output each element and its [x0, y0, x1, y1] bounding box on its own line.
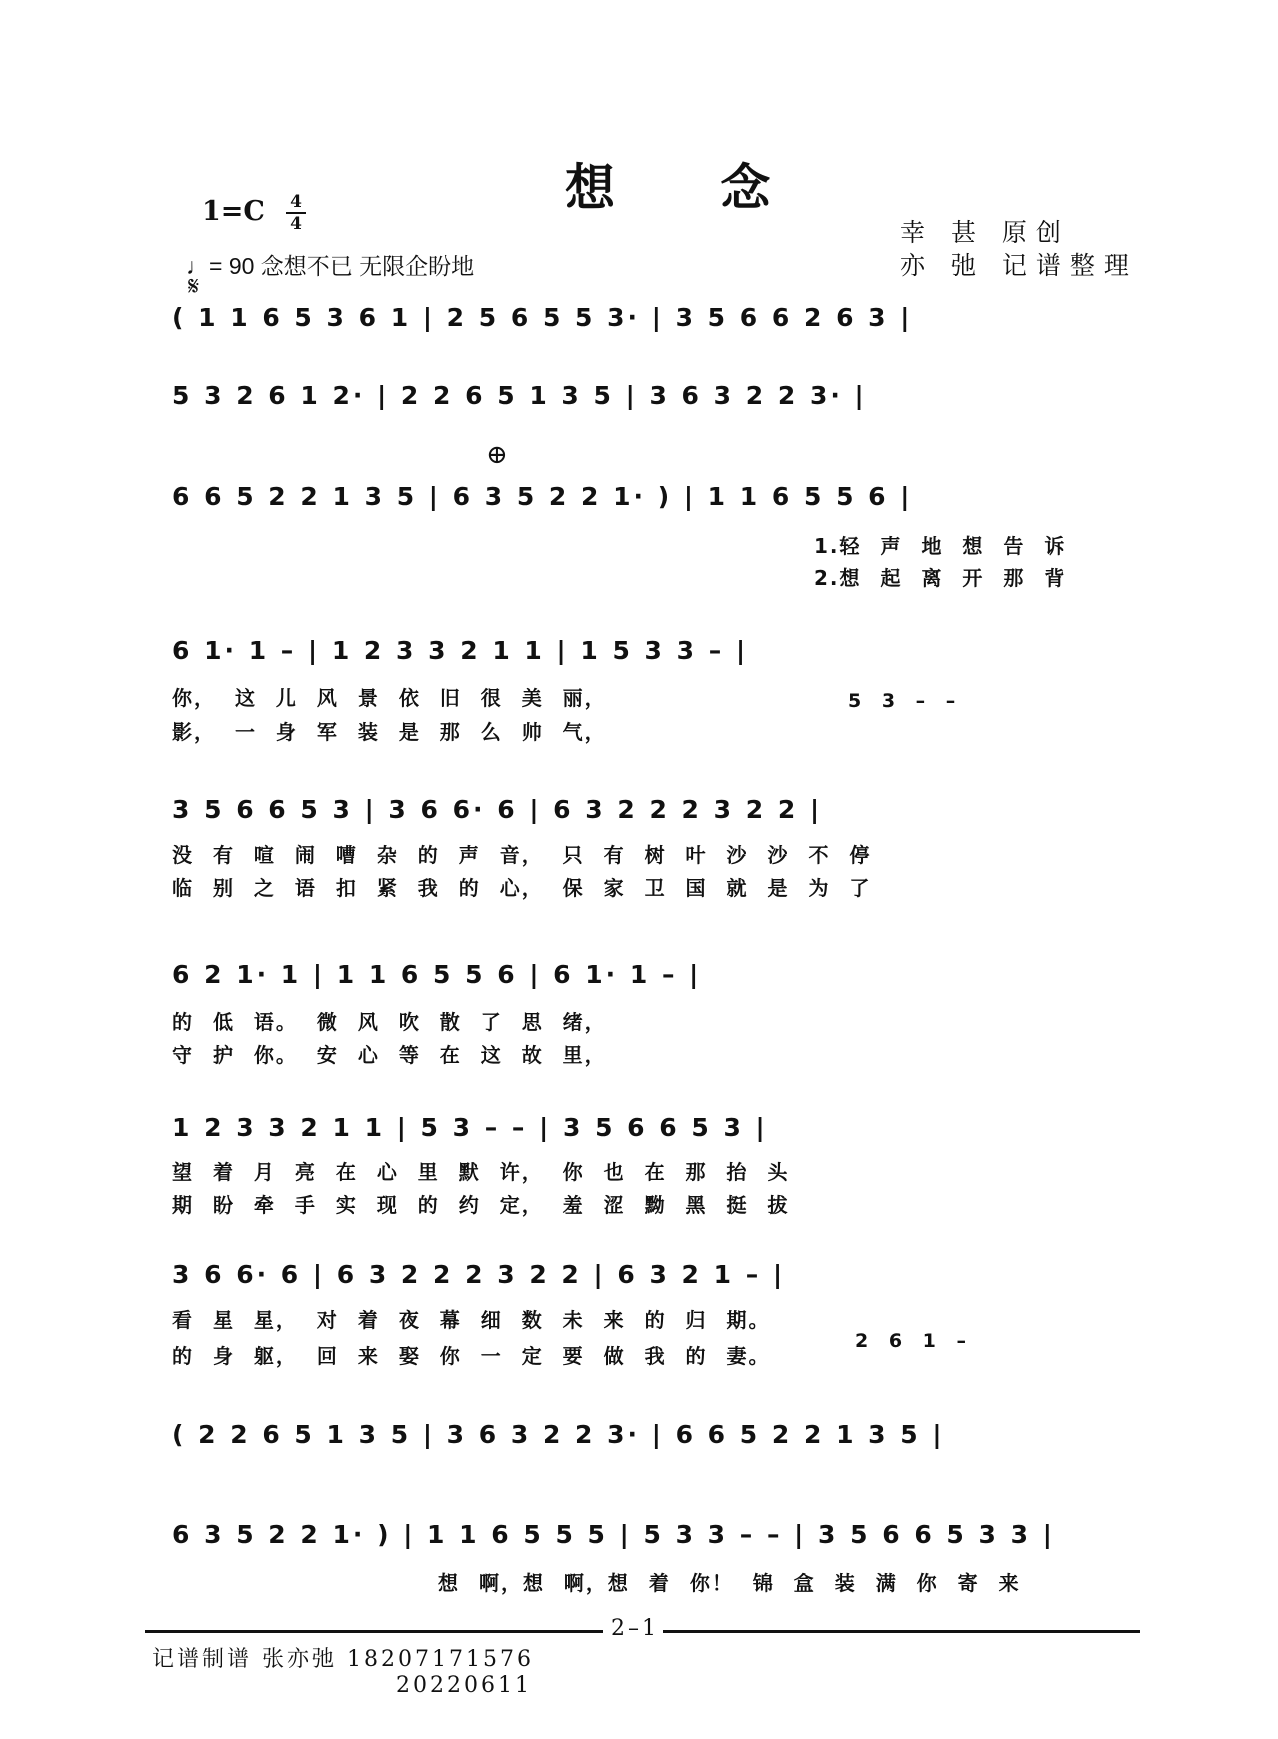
- lyrics-row-4-verse-1: 你， 这 儿 风 景 依 旧 很 美 丽，: [172, 686, 607, 710]
- notation-row-2: 5 3 2 6 1 2· | 2 2 6 5 1 3 5 | 3 6 3 2 2 3· |: [172, 381, 867, 410]
- notation-row-5: 3 5 6 6 5 3 | 3 6 6· 6 | 6 3 2 2 2 3 2 2 |: [172, 795, 823, 824]
- time-signature-top: 4: [290, 192, 302, 212]
- footer-maker: 记谱制谱 张亦弛 18207171576: [152, 1647, 534, 1672]
- key-signature: 1=C: [202, 196, 265, 227]
- lyrics-row-8-verse-1: 看 星 星， 对 着 夜 幕 细 数 未 来 的 归 期。: [172, 1308, 771, 1332]
- lyrics-row-6-verse-1: 的 低 语。 微 风 吹 散 了 思 绪，: [172, 1010, 607, 1034]
- lyrics-row-7-verse-2: 期 盼 牵 手 实 现 的 约 定， 羞 涩 黝 黑 挺 拔: [172, 1193, 790, 1217]
- notation-row-8: 3 6 6· 6 | 6 3 2 2 2 3 2 2 | 6 3 2 1 – |: [172, 1260, 786, 1289]
- notation-row-6: 6 2 1· 1 | 1 1 6 5 5 6 | 6 1· 1 – |: [172, 960, 702, 989]
- lyrics-row-6-verse-2: 守 护 你。 安 心 等 在 这 故 里，: [172, 1043, 607, 1067]
- footer-rule-left: [145, 1630, 603, 1633]
- lyrics-row-7-verse-1: 望 着 月 亮 在 心 里 默 许， 你 也 在 那 抬 头: [172, 1160, 790, 1184]
- footer-date: 20220611: [396, 1673, 532, 1698]
- tempo-marking: ♩= 90 念想不已 无限企盼地: [186, 253, 475, 279]
- lyrics-row-10: 想 啊，想 啊，想 着 你！ 锦 盒 装 满 你 寄 来: [438, 1571, 1021, 1595]
- segno-sign: 𝄋: [188, 272, 200, 302]
- credit-arranger: 亦 弛 记谱整理: [900, 251, 1138, 280]
- credit-composer: 幸 甚 原创: [900, 218, 1070, 247]
- lyrics-row-8-verse-2: 的 身 躯， 回 来 娶 你 一 定 要 做 我 的 妻。: [172, 1344, 771, 1368]
- coda-sign: ⊕: [486, 440, 508, 470]
- time-signature: [286, 193, 306, 233]
- notation-row-3: 6 6 5 2 2 1 3 5 | 6 3 5 2 2 1· ) | 1 1 6 5 5 6 |: [172, 482, 913, 511]
- song-title: 想 念: [565, 158, 815, 217]
- page-number: 2–1: [611, 1616, 659, 1641]
- alt-notes-row-4: 5 3 – –: [848, 690, 958, 712]
- time-signature-bottom: 4: [290, 214, 302, 234]
- lyrics-row-5-verse-1: 没 有 喧 闹 嘈 杂 的 声 音， 只 有 树 叶 沙 沙 不 停: [172, 843, 872, 867]
- lyrics-row-5-verse-2: 临 别 之 语 扣 紧 我 的 心， 保 家 卫 国 就 是 为 了: [172, 876, 872, 900]
- footer-rule-right: [663, 1630, 1140, 1633]
- notation-row-9: ( 2 2 6 5 1 3 5 | 3 6 3 2 2 3· | 6 6 5 2 2 1 3 5 |: [172, 1420, 945, 1449]
- notation-row-7: 1 2 3 3 2 1 1 | 5 3 – – | 3 5 6 6 5 3 |: [172, 1113, 768, 1142]
- notation-row-4: 6 1· 1 – | 1 2 3 3 2 1 1 | 1 5 3 3 – |: [172, 636, 749, 665]
- alt-notes-row-8: 2 6 1 –: [855, 1330, 969, 1352]
- notation-row-10: 6 3 5 2 2 1· ) | 1 1 6 5 5 5 | 5 3 3 – – | 3 5 6 6 5 3 3 |: [172, 1520, 1055, 1549]
- lyrics-row-4-verse-2: 影， 一 身 军 装 是 那 么 帅 气，: [172, 720, 607, 744]
- notation-row-1: ( 1 1 6 5 3 6 1 | 2 5 6 5 5 3· | 3 5 6 6 2 6 3 |: [172, 303, 913, 332]
- lyrics-row-3-verse-1: 1.轻 声 地 想 告 诉: [814, 534, 1067, 558]
- lyrics-row-3-verse-2: 2.想 起 离 开 那 背: [814, 566, 1067, 590]
